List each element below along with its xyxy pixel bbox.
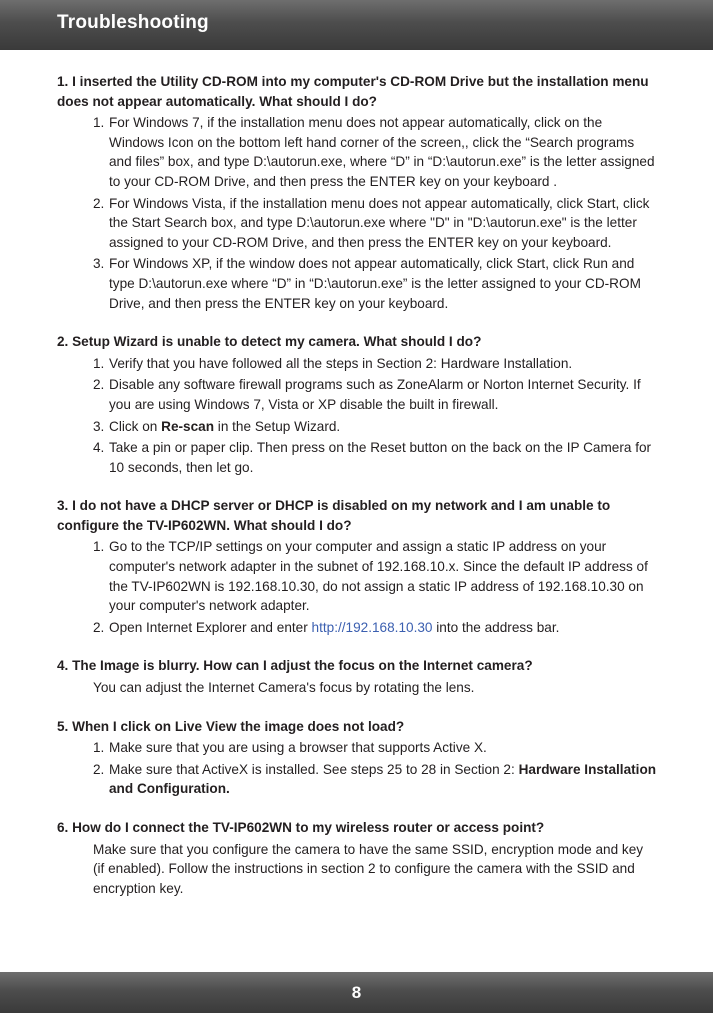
question-4: 4. The Image is blurry. How can I adjust the focus on the Internet camera? bbox=[57, 658, 533, 674]
list-item bbox=[93, 760, 657, 799]
item-text-pre: Click on bbox=[109, 418, 162, 434]
item-number: 2. bbox=[93, 761, 105, 777]
list-item bbox=[93, 113, 657, 191]
troubleshooting-content bbox=[57, 72, 657, 917]
item-text: Make sure that you are using a browser that supports Active X. bbox=[109, 740, 487, 756]
item-number: 2. bbox=[93, 619, 105, 635]
answer-text: You can adjust the Internet Camera's focus by rotating the lens. bbox=[93, 680, 475, 696]
list-item bbox=[93, 194, 657, 253]
item-number: 1. bbox=[93, 740, 105, 756]
question-6: 6. How do I connect the TV-IP602WN to my wireless router or access point? bbox=[57, 820, 545, 835]
header-bar bbox=[0, 0, 713, 50]
item-number: 2. bbox=[93, 195, 105, 211]
item-number: 4. bbox=[93, 440, 105, 456]
item-text-pre: Make sure that ActiveX is installed. See steps 25 to 28 in Section 2: bbox=[109, 761, 519, 777]
item-text-post: into the address bar. bbox=[432, 619, 560, 635]
faq-section-4 bbox=[57, 656, 657, 697]
answer-text: Make sure that you configure the camera to have the same SSID, encryption mode and key (if enabled). Follow the instructions in section 2 to configure the camera with the SSID and encryption key. bbox=[93, 841, 644, 896]
question-1: 1. I inserted the Utility CD-ROM into my computer's CD-ROM Drive but the installation menu does not appear automatically. What should I do? bbox=[57, 74, 649, 109]
item-text bbox=[109, 760, 657, 799]
faq-section-2 bbox=[57, 332, 657, 477]
item-number: 3. bbox=[93, 418, 105, 434]
item-text bbox=[109, 618, 657, 638]
item-text: Disable any software firewall programs such as ZoneAlarm or Norton Internet Security. If you are using Windows 7, Vista or XP disable the built in firewall. bbox=[109, 377, 641, 412]
list-item bbox=[93, 417, 657, 437]
item-text: For Windows Vista, if the installation menu does not appear automatically, click Start, click the Start Search box, and type D:\autorun.exe where "D" in "D:\autorun.exe" is the letter assigned to your CD-ROM Drive, and then press the ENTER key on your keyboard. bbox=[109, 195, 650, 250]
page-title: Troubleshooting bbox=[57, 12, 209, 33]
rescan-label: Re-scan bbox=[161, 418, 215, 434]
item-text-post: in the Setup Wizard. bbox=[214, 418, 341, 434]
item-text: Take a pin or paper clip. Then press on the Reset button on the back on the IP Camera for 10 seconds, then let go. bbox=[109, 440, 652, 475]
footer-bar bbox=[0, 972, 713, 1013]
question-3: 3. I do not have a DHCP server or DHCP is disabled on my network and I am unable to configure the TV-IP602WN. What should I do? bbox=[57, 498, 611, 533]
question-5: 5. When I click on Live View the image does not load? bbox=[57, 718, 405, 734]
item-text bbox=[109, 417, 657, 437]
list-item bbox=[93, 254, 657, 313]
item-text: Go to the TCP/IP settings on your computer and assign a static IP address on your computer's network adapter in the subnet of 192.168.10.x. Since the default IP address of the TV-IP602WN is 192.168.10.30, do not assign a static IP address of 192.168.10.30 on your computer's network adapter. bbox=[109, 539, 648, 614]
list-item bbox=[93, 537, 657, 615]
camera-ip-link[interactable]: http://192.168.10.30 bbox=[311, 619, 433, 635]
item-number: 1. bbox=[93, 355, 105, 371]
list-item bbox=[93, 438, 657, 477]
item-text: Verify that you have followed all the steps in Section 2: Hardware Installation. bbox=[109, 355, 573, 371]
faq-section-3 bbox=[57, 496, 657, 637]
item-number: 1. bbox=[93, 539, 105, 555]
list-item bbox=[93, 375, 657, 414]
item-text-pre: Open Internet Explorer and enter bbox=[109, 619, 312, 635]
item-number: 2. bbox=[93, 377, 105, 393]
list-item bbox=[93, 738, 657, 758]
page-number: 8 bbox=[351, 983, 362, 1002]
item-number: 1. bbox=[93, 115, 105, 131]
hardware-installation-label: Hardware Installation and Configuration. bbox=[109, 761, 657, 797]
question-2: 2. Setup Wizard is unable to detect my camera. What should I do? bbox=[57, 334, 482, 350]
item-number: 3. bbox=[93, 256, 105, 272]
list-item bbox=[93, 618, 657, 638]
item-text: For Windows 7, if the installation menu does not appear automatically, click on the Windows Icon on the bottom left hand corner of the screen,, click the “Search programs and files” box, and type D:\autorun.exe, where “D” in “D:\autorun.exe” is the letter assigned to your CD-ROM Drive, and then press the ENTER key on your keyboard . bbox=[109, 115, 655, 189]
faq-section-6 bbox=[57, 818, 657, 898]
list-item bbox=[93, 354, 657, 374]
faq-section-5 bbox=[57, 717, 657, 799]
item-text: For Windows XP, if the window does not appear automatically, click Start, click Run and type D:\autorun.exe where “D” in “D:\autorun.exe” is the letter assigned to your CD-ROM Drive, and then press the ENTER key on your keyboard. bbox=[109, 256, 641, 311]
faq-section-1 bbox=[57, 72, 657, 313]
